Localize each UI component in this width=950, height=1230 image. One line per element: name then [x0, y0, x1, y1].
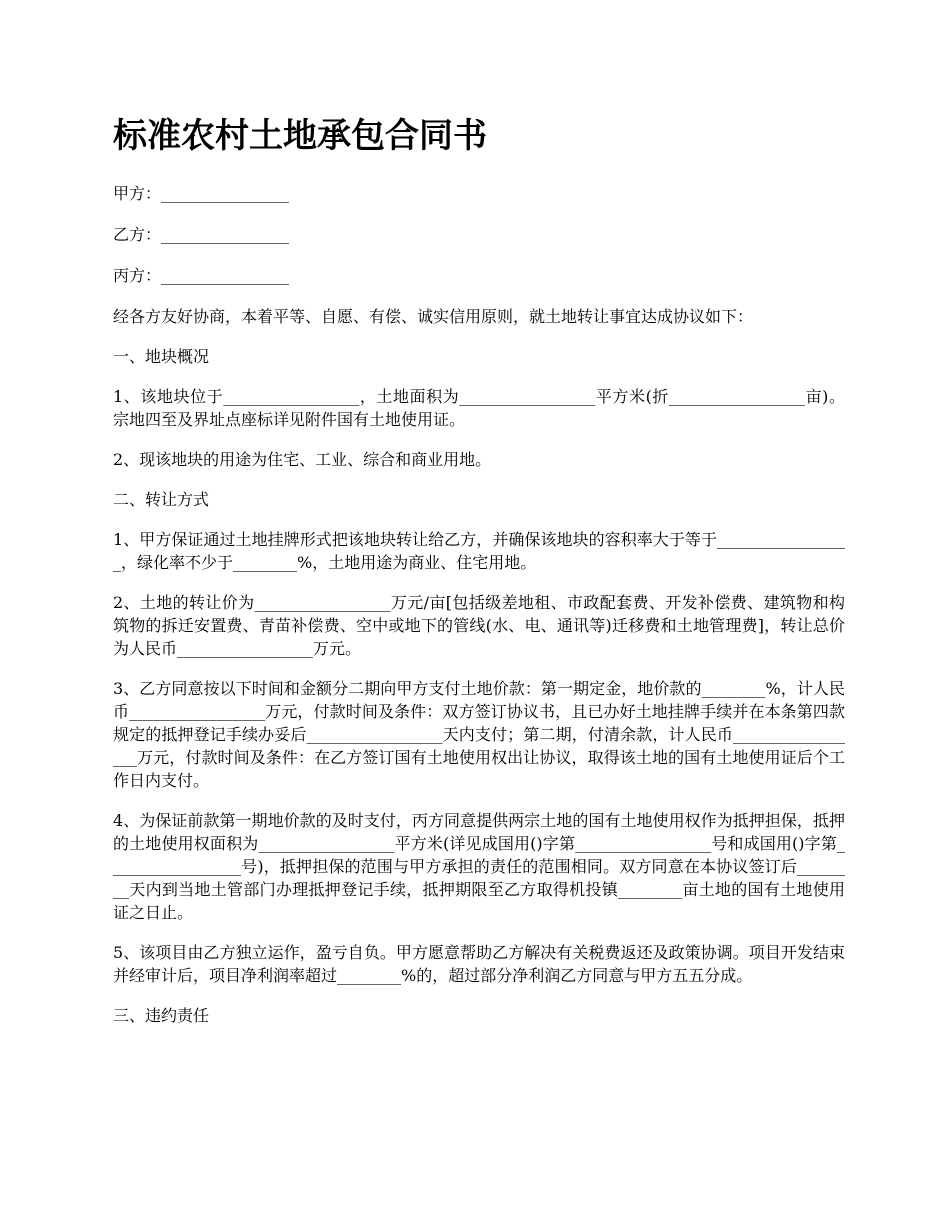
- section-heading-plot-overview: 一、地块概况: [113, 347, 210, 366]
- section-heading-liability: 三、违约责任: [113, 1006, 210, 1025]
- document-page: [113, 112, 845, 1044]
- clause-2-5-profit: 5、该项目由乙方独立运作，盈亏自负。甲方愿意帮助乙方解决有关税费返还及政策协调。项目开发结束并经审计后，项目净利润率超过________%的，超过部分净利润乙方同意与甲方五五分成。: [113, 943, 845, 985]
- clause-2-2-price: 2、土地的转让价为_________________万元/亩[包括级差地租、市政配套费、开发补偿费、建筑物和构筑物的拆迁安置费、青苗补偿费、空中或地下的管线(水、电、通讯等)迁移费和土地管理费]，转让总价为人民币_________________万元。: [113, 593, 845, 658]
- document-title: 标准农村土地承包合同书: [113, 116, 487, 156]
- clause-2-1-listing: 1、甲方保证通过土地挂牌形式把该地块转让给乙方，并确保该地块的容积率大于等于_________________，绿化率不少于________%，土地用途为商业、住宅用地。: [113, 530, 845, 572]
- section-heading-transfer-method: 二、转让方式: [113, 490, 210, 509]
- clause-1-2-usage: 2、现该地块的用途为住宅、工业、综合和商业用地。: [113, 450, 492, 469]
- clause-2-3-payment: 3、乙方同意按以下时间和金额分二期向甲方支付土地价款：第一期定金，地价款的________%，计人民币_________________万元，付款时间及条件：双方签订协议书，且已办好土地挂牌手续并在本条第四款规定的抵押登记手续办妥后_________________天内支付；第二期，付清余款，计人民币_________________万元，付款时间及条件：在乙方签订国有土地使用权出让协议，取得该土地的国有土地使用证后个工作日内支付。: [113, 679, 845, 790]
- clause-1-1-location: 1、该地块位于_________________，土地面积为_________________平方米(折_________________亩)。宗地四至及界址点座标详见附件国有土地使用证。: [113, 387, 845, 429]
- clause-2-4-mortgage: 4、为保证前款第一期地价款的及时支付，丙方同意提供两宗土地的国有土地使用权作为抵押担保，抵押的土地使用权面积为_________________平方米(详见成国用()字第_________________号和成国用()字第_________________号)，抵押担保的范围与甲方承担的责任的范围相同。双方同意在本协议签订后________天内到当地土管部门办理抵押登记手续，抵押期限至乙方取得机投镇________亩土地的国有土地使用证之日止。: [113, 811, 845, 922]
- party-b-line: 乙方：________________: [113, 225, 290, 244]
- party-a-line: 甲方：________________: [113, 184, 290, 203]
- preamble-paragraph: 经各方友好协商，本着平等、自愿、有偿、诚实信用原则，就土地转让事宜达成协议如下：: [113, 307, 754, 326]
- party-c-line: 丙方：________________: [113, 266, 290, 285]
